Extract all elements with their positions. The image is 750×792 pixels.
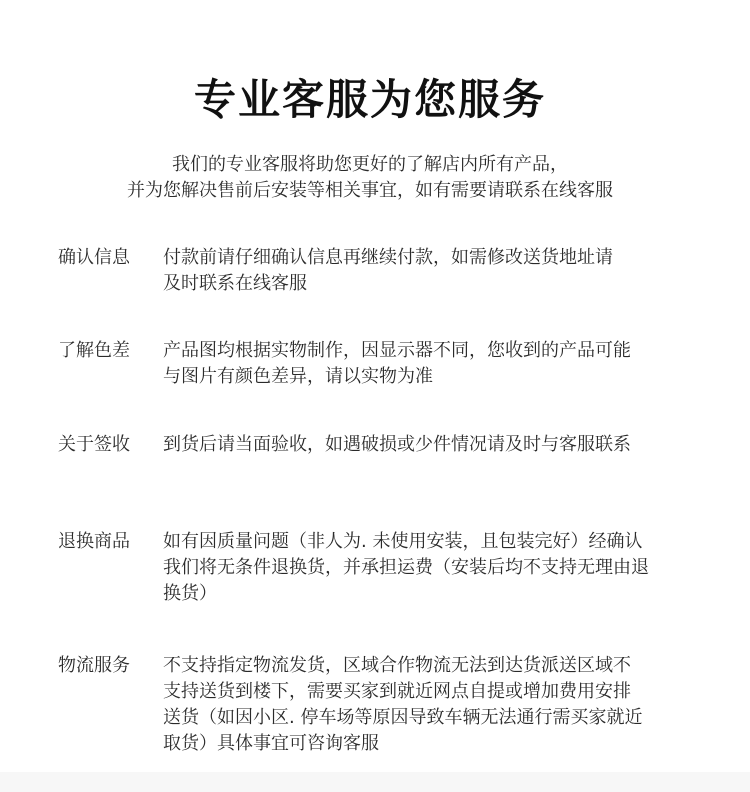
intro-text — [0, 152, 740, 204]
intro-line: 我们的专业客服将助您更好的了解店内所有产品， — [172, 154, 568, 175]
section-body — [163, 432, 708, 458]
section-body — [163, 653, 708, 757]
section-line: 与图片有颜色差异，请以实物为准 — [163, 366, 433, 387]
section-line: 换货） — [163, 583, 217, 604]
section-label: 了解色差 — [58, 340, 130, 361]
section-label: 关于签收 — [58, 434, 130, 455]
section-body — [163, 245, 708, 297]
page-title: 专业客服为您服务 — [193, 75, 546, 124]
section-line: 取货）具体事宜可咨询客服 — [163, 733, 379, 754]
section-line: 不支持指定物流发货，区域合作物流无法到达货派送区域不 — [163, 655, 631, 676]
section-label: 确认信息 — [58, 247, 130, 268]
section-line: 如有因质量问题（非人为. 未使用安装，且包装完好）经确认 — [163, 531, 643, 552]
section-line: 我们将无条件退换货，并承担运费（安装后均不支持无理由退 — [163, 557, 649, 578]
intro-line: 并为您解决售前后安装等相关事宜，如有需要请联系在线客服 — [127, 180, 613, 201]
section-label: 物流服务 — [58, 655, 130, 676]
section-body — [163, 338, 708, 390]
section-line: 产品图均根据实物制作，因显示器不同，您收到的产品可能 — [163, 340, 631, 361]
section-line: 及时联系在线客服 — [163, 273, 307, 294]
section-line: 付款前请仔细确认信息再继续付款，如需修改送货地址请 — [163, 247, 613, 268]
section-line: 支持送货到楼下，需要买家到就近网点自提或增加费用安排 — [163, 681, 631, 702]
section-label: 退换商品 — [58, 531, 130, 552]
section-line: 送货（如因小区. 停车场等原因导致车辆无法通行需买家就近 — [163, 707, 643, 728]
section-line: 到货后请当面验收，如遇破损或少件情况请及时与客服联系 — [163, 434, 631, 455]
section-body — [163, 529, 708, 607]
footer-band — [0, 772, 750, 792]
